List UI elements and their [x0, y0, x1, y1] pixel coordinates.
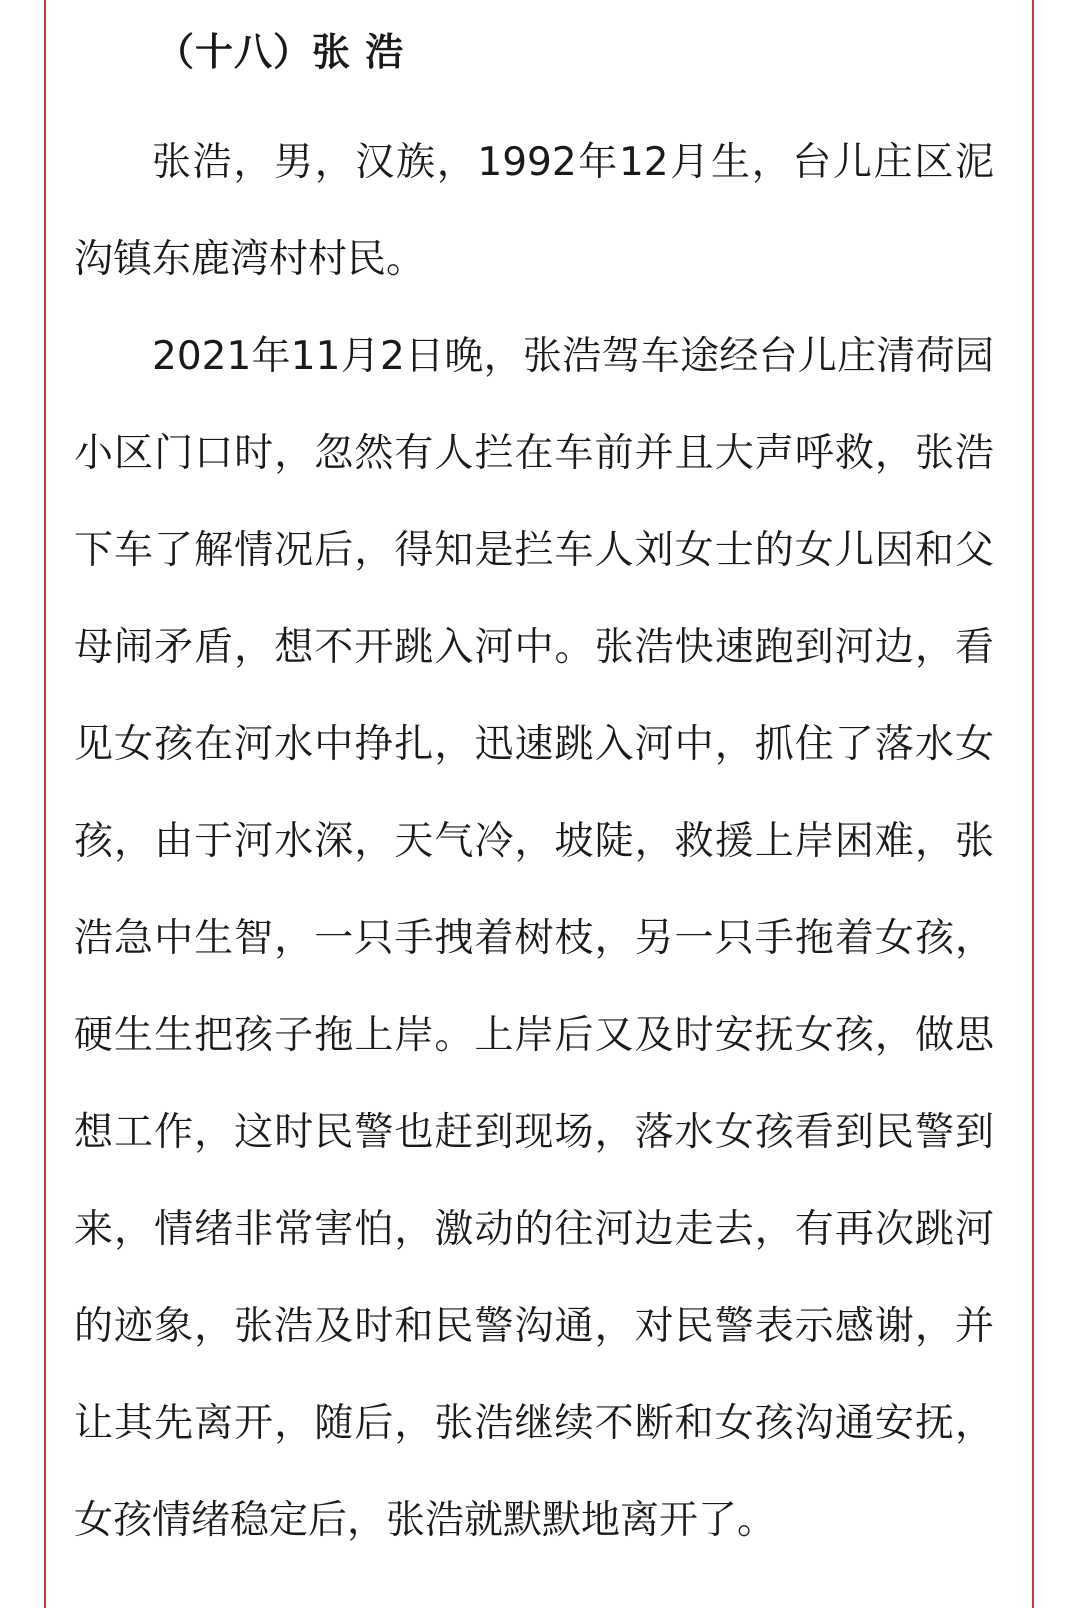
document-page [74, 20, 994, 1569]
page-border-left [44, 0, 46, 1608]
page-border-right [1032, 0, 1034, 1608]
paragraph-rescue-story: 2021年11月2日晚，张浩驾车途经台儿庄清荷园小区门口时，忽然有人拦在车前并且大声呼救，张浩下车了解情况后，得知是拦车人刘女士的女儿因和父母闹矛盾，想不开跳入河中。张浩快速跑到河边，看见女孩在河水中挣扎，迅速跳入河中，抓住了落水女孩，由于河水深，天气冷，坡陡，救援上岸困难，张浩急中生智，一只手拽着树枝，另一只手拖着女孩，硬生生把孩子拖上岸。上岸后又及时安抚女孩，做思想工作，这时民警也赶到现场，落水女孩看到民警到来，情绪非常害怕，激动的往河边走去，有再次跳河的迹象，张浩及时和民警沟通，对民警表示感谢，并让其先离开，随后，张浩继续不断和女孩沟通安抚，女孩情绪稳定后，张浩就默默地离开了。 [74, 334, 994, 1543]
paragraph-biography: 张浩，男，汉族，1992年12月生，台儿庄区泥沟镇东鹿湾村村民。 [74, 140, 994, 282]
section-heading: （十八）张 浩 [156, 30, 405, 74]
